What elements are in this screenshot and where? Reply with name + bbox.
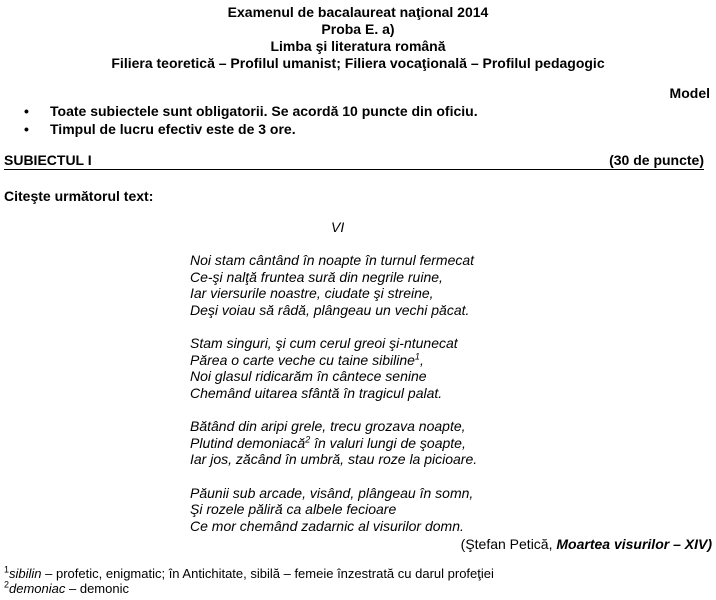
exam-title: Examenul de bacalaureat naţional 2014 (227, 4, 489, 20)
poem-title: VI (331, 219, 345, 235)
exam-subject: Limba şi literatura română (270, 38, 446, 54)
footnote: $^1$sibilin – profetic, enigmatic; în Antichitate, sibilă – femeie înzestrată cu darul profeţiei (4, 564, 494, 581)
poem-line: Plutind demoniacă$^2$ în valuri lungi de şoapte, (190, 433, 466, 451)
poem-line: Iar viersurile noastre, ciudate şi streine, (190, 285, 434, 301)
instructions-list (22, 103, 478, 139)
section-title: SUBIECTUL I (4, 152, 92, 168)
poem-line: Stam singuri, şi cum cerul greoi şi-ntunecat (190, 335, 458, 351)
poem-stanza (190, 335, 477, 401)
bullet-icon: • (24, 121, 29, 137)
poem-line: Părea o carte veche cu taine sibiline$^1$, (190, 350, 424, 368)
model-label: Model (669, 85, 710, 101)
footnote-ref: 2 (305, 433, 311, 444)
exam-proba: Proba E. a) (321, 21, 395, 37)
reading-prompt: Citeşte următorul text: (4, 188, 154, 204)
poem-line: Noi glasul ridicarăm în cântece senine (190, 368, 427, 384)
poem-line: Iar jos, zăcând în umbră, stau roze la picioare. (190, 451, 478, 467)
footnote-ref: 1 (414, 350, 420, 361)
exam-profile: Filiera teoretică – Profilul umanist; Filiera vocaţională – Profilul pedagogic (111, 55, 605, 71)
poem-stanza (190, 485, 477, 535)
section-points: (30 de puncte) (609, 152, 704, 168)
bullet-icon: • (24, 103, 29, 119)
instruction-item: • Timpul de lucru efectiv este de 3 ore. (24, 121, 296, 137)
section-heading (4, 152, 704, 170)
poem-stanza (190, 252, 477, 318)
poem-text (190, 252, 477, 551)
poem-line: Chemând uitarea sfântă în tragicul palat. (190, 384, 443, 401)
work-title: Moartea visurilor (556, 536, 670, 552)
poem-line: Şi rozele păliră ca albele fecioare (190, 501, 397, 517)
document-header (0, 4, 716, 72)
poem-source: (Ştefan Petică, Moartea visurilor – XIV) (460, 536, 712, 552)
footnote: $^2$demoniac – demonic (4, 579, 129, 596)
poem-line: Noi stam cântând în noapte în turnul fermecat (190, 252, 475, 268)
footnotes (4, 566, 494, 596)
poem-line: Păunii sub arcade, visând, plângeau în somn, (190, 484, 474, 501)
poem-line: Deşi voiau să râdă, plângeau un vechi păcat. (190, 301, 470, 318)
instruction-item: • Toate subiectele sunt obligatorii. Se acordă 10 puncte din oficiu. (24, 103, 478, 119)
poem-line: Ce mor chemând zadarnic al visurilor domn. (190, 517, 464, 534)
poem-line: Ce-şi nalţă fruntea sură din negrile ruine, (190, 268, 443, 285)
poem-stanza (190, 418, 477, 468)
poem-line: Bătând din aripi grele, trecu grozava noapte, (190, 418, 466, 434)
